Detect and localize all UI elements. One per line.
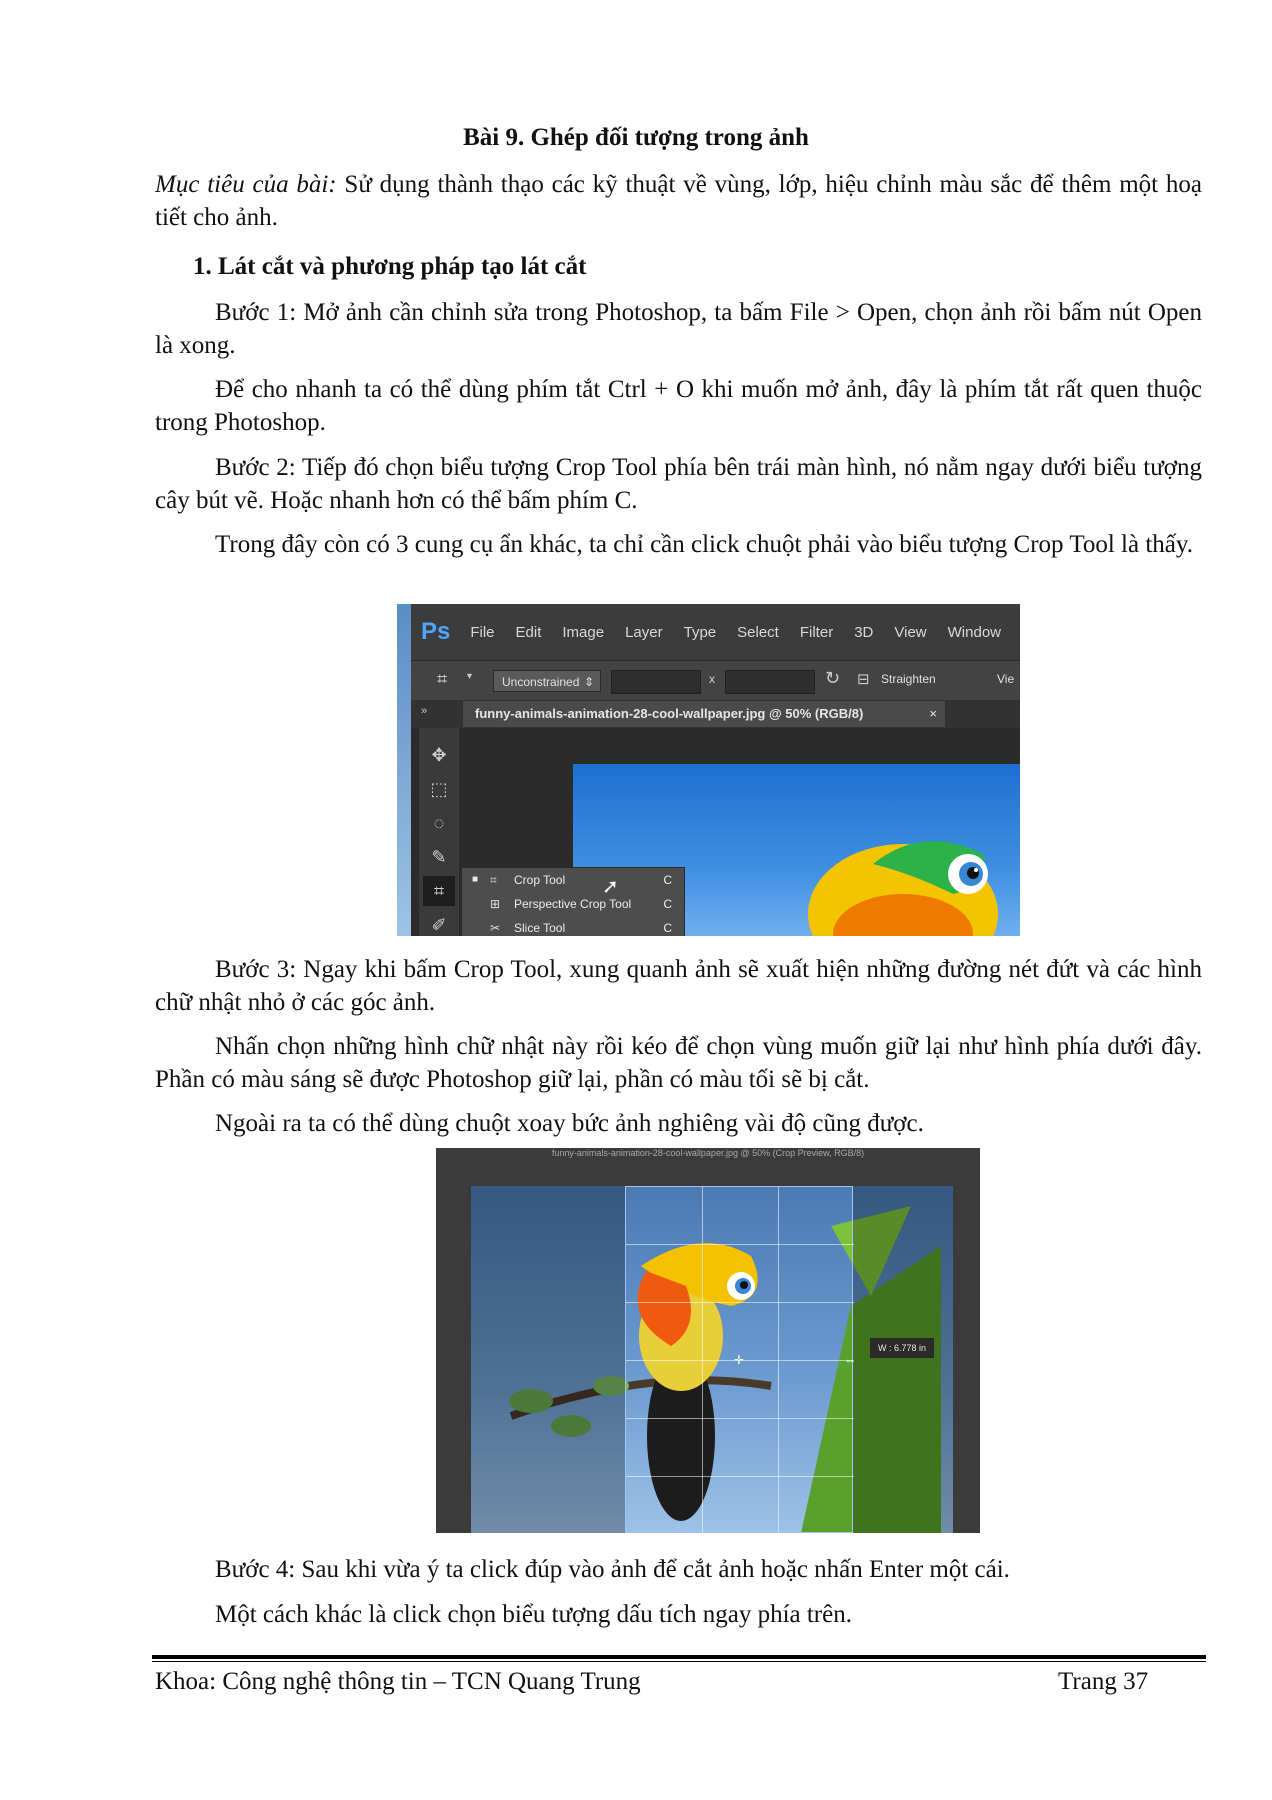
mouse-cursor-icon: ➚ <box>602 876 619 898</box>
selected-bullet-icon: ■ <box>472 874 479 885</box>
crop-grid-line <box>626 1302 854 1303</box>
straighten-icon[interactable]: ⊟ <box>857 671 870 688</box>
crop-grid-line <box>626 1476 854 1477</box>
photoshop-crop-tool-screenshot <box>397 604 1020 936</box>
menu-image[interactable]: Image <box>562 623 605 641</box>
paragraph-drag-handles: Nhấn chọn những hình chữ nhật này rồi kéo để chọn vùng muốn giữ lại như hình phía dưới đây. Phần có màu sáng sẽ được Photoshop giữ lại, phần có màu tối sẽ bị cắt. <box>155 1033 1202 1093</box>
crop-tool-icon[interactable]: ⌗ <box>423 876 455 906</box>
close-icon[interactable]: × <box>929 706 937 721</box>
crop-preview-title: funny-animals-animation-28-cool-wallpaper.jpg @ 50% (Crop Preview, RGB/8) <box>551 1148 865 1158</box>
ratio-select-value: Unconstrained <box>502 675 580 689</box>
flyout-label: Crop Tool <box>514 873 566 887</box>
dimension-separator: x <box>709 672 715 686</box>
crop-center-crosshair-icon: ✛ <box>734 1353 745 1367</box>
ratio-select[interactable] <box>493 670 601 692</box>
flyout-shortcut: C <box>663 921 672 935</box>
flyout-item-perspective-crop[interactable] <box>462 892 684 916</box>
crop-preview-screenshot <box>436 1148 980 1533</box>
paragraph-step4: Bước 4: Sau khi vừa ý ta click đúp vào ảnh để cắt ảnh hoặc nhấn Enter một cái. <box>215 1556 1010 1583</box>
ps-logo: Ps <box>421 618 451 645</box>
menu-select[interactable]: Select <box>737 623 779 641</box>
preset-chevron-down-icon[interactable]: ▾ <box>467 671 473 682</box>
footer-divider-thin <box>152 1661 1206 1662</box>
menu-3d[interactable]: 3D <box>854 623 874 641</box>
objective-paragraph <box>155 168 1202 234</box>
paragraph-shortcut: Để cho nhanh ta có thể dùng phím tắt Ctrl + O khi muốn mở ảnh, đây là phím tắt rất quen thuộc trong Photoshop. <box>155 376 1202 436</box>
section-heading-1: 1. Lát cắt và phương pháp tạo lát cắt <box>193 253 587 280</box>
ps-document-tabs <box>411 700 1020 728</box>
flyout-shortcut: C <box>663 873 672 887</box>
objective-label: Mục tiêu của bài: <box>155 171 337 198</box>
paragraph-step2: Bước 2: Tiếp đó chọn biểu tượng Crop Tool phía bên trái màn hình, nó nằm ngay dưới biểu tượng cây bút vẽ. Hoặc nhanh hơn có thể bấm phím C. <box>155 454 1202 514</box>
paragraph-rotate: Ngoài ra ta có thể dùng chuột xoay bức ảnh nghiêng vài độ cũng được. <box>215 1110 924 1137</box>
menu-window[interactable]: Window <box>947 623 1001 641</box>
flyout-label: Slice Tool <box>514 921 566 935</box>
ps-menubar <box>411 604 1020 660</box>
paragraph-checkmark: Một cách khác là click chọn biểu tượng dấu tích ngay phía trên. <box>215 1601 852 1628</box>
paragraph-hidden-tools: Trong đây còn có 3 cung cụ ẩn khác, ta chỉ cần click chuột phải vào biểu tượng Crop Tool là thấy. <box>215 531 1194 558</box>
document-tab[interactable] <box>463 701 945 727</box>
marquee-tool-icon[interactable]: ⬚ <box>430 779 448 799</box>
straighten-label[interactable]: Straighten <box>881 672 936 686</box>
slice-icon: ✂ <box>490 921 501 935</box>
width-field[interactable] <box>611 670 701 694</box>
paragraph-step3: Bước 3: Ngay khi bấm Crop Tool, xung quanh ảnh sẽ xuất hiện những đường nét đứt và các hình chữ nhật nhỏ ở các góc ảnh. <box>155 956 1202 1016</box>
crop-icon: ⌗ <box>490 873 497 887</box>
menu-edit[interactable]: Edit <box>515 623 542 641</box>
crop-shade-right <box>853 1186 953 1533</box>
select-arrows-icon: ⇕ <box>583 675 594 689</box>
lesson-title: Bài 9. Ghép đối tượng trong ảnh <box>463 124 809 151</box>
crop-tool-preset-icon[interactable]: ⌗ <box>437 669 448 689</box>
menu-layer[interactable]: Layer <box>625 623 663 641</box>
crop-shade-left <box>471 1186 625 1533</box>
view-label[interactable]: Vie <box>997 672 1015 686</box>
footer-department: Khoa: Công nghệ thông tin – TCN Quang Trung <box>155 1668 641 1695</box>
menu-file[interactable]: File <box>470 623 495 641</box>
lasso-tool-icon[interactable]: ◌ <box>433 813 445 833</box>
footer-page-number: Trang 37 <box>1058 1668 1149 1695</box>
ps-options-bar <box>411 660 1020 701</box>
document-tab-title: funny-animals-animation-28-cool-wallpaper.jpg @ 50% (RGB/8) <box>475 706 864 721</box>
perspective-crop-icon: ⊞ <box>490 897 501 911</box>
background-sky <box>397 604 411 936</box>
flyout-item-slice-tool[interactable] <box>462 916 684 936</box>
height-field[interactable] <box>725 670 815 694</box>
flyout-label: Perspective Crop Tool <box>514 897 632 911</box>
menu-view[interactable]: View <box>894 623 927 641</box>
menu-filter[interactable]: Filter <box>799 623 834 641</box>
move-tool-icon[interactable]: ✥ <box>431 745 447 765</box>
eyedropper-tool-icon[interactable]: ✐ <box>431 915 447 935</box>
paragraph-step1: Bước 1: Mở ảnh cần chỉnh sửa trong Photoshop, ta bấm File > Open, chọn ảnh rồi bấm nút Open là xong. <box>155 299 1202 359</box>
footer-divider <box>152 1655 1206 1659</box>
crop-tool-flyout-menu <box>461 867 685 936</box>
crop-box[interactable] <box>625 1186 856 1533</box>
flyout-shortcut: C <box>663 897 672 911</box>
flyout-item-crop-tool[interactable] <box>462 868 684 892</box>
crop-width-tooltip: W : 6.778 in <box>870 1338 934 1358</box>
menu-type[interactable]: Type <box>683 623 717 641</box>
resize-handle-icon[interactable]: ⇔ <box>844 1353 856 1367</box>
swap-dimensions-icon[interactable]: ↻ <box>825 668 841 688</box>
objective-text: Sử dụng thành thạo các kỹ thuật về vùng, lớp, hiệu chỉnh màu sắc để thêm một hoạ tiết cho ảnh. <box>155 171 1202 231</box>
crop-preview-image[interactable] <box>471 1186 953 1533</box>
crop-grid-line <box>626 1244 854 1245</box>
quick-selection-tool-icon[interactable]: ✎ <box>431 847 447 867</box>
panel-collapse-icon[interactable]: » <box>421 705 428 717</box>
ps-toolbox <box>419 728 459 936</box>
crop-grid-line <box>626 1418 854 1419</box>
